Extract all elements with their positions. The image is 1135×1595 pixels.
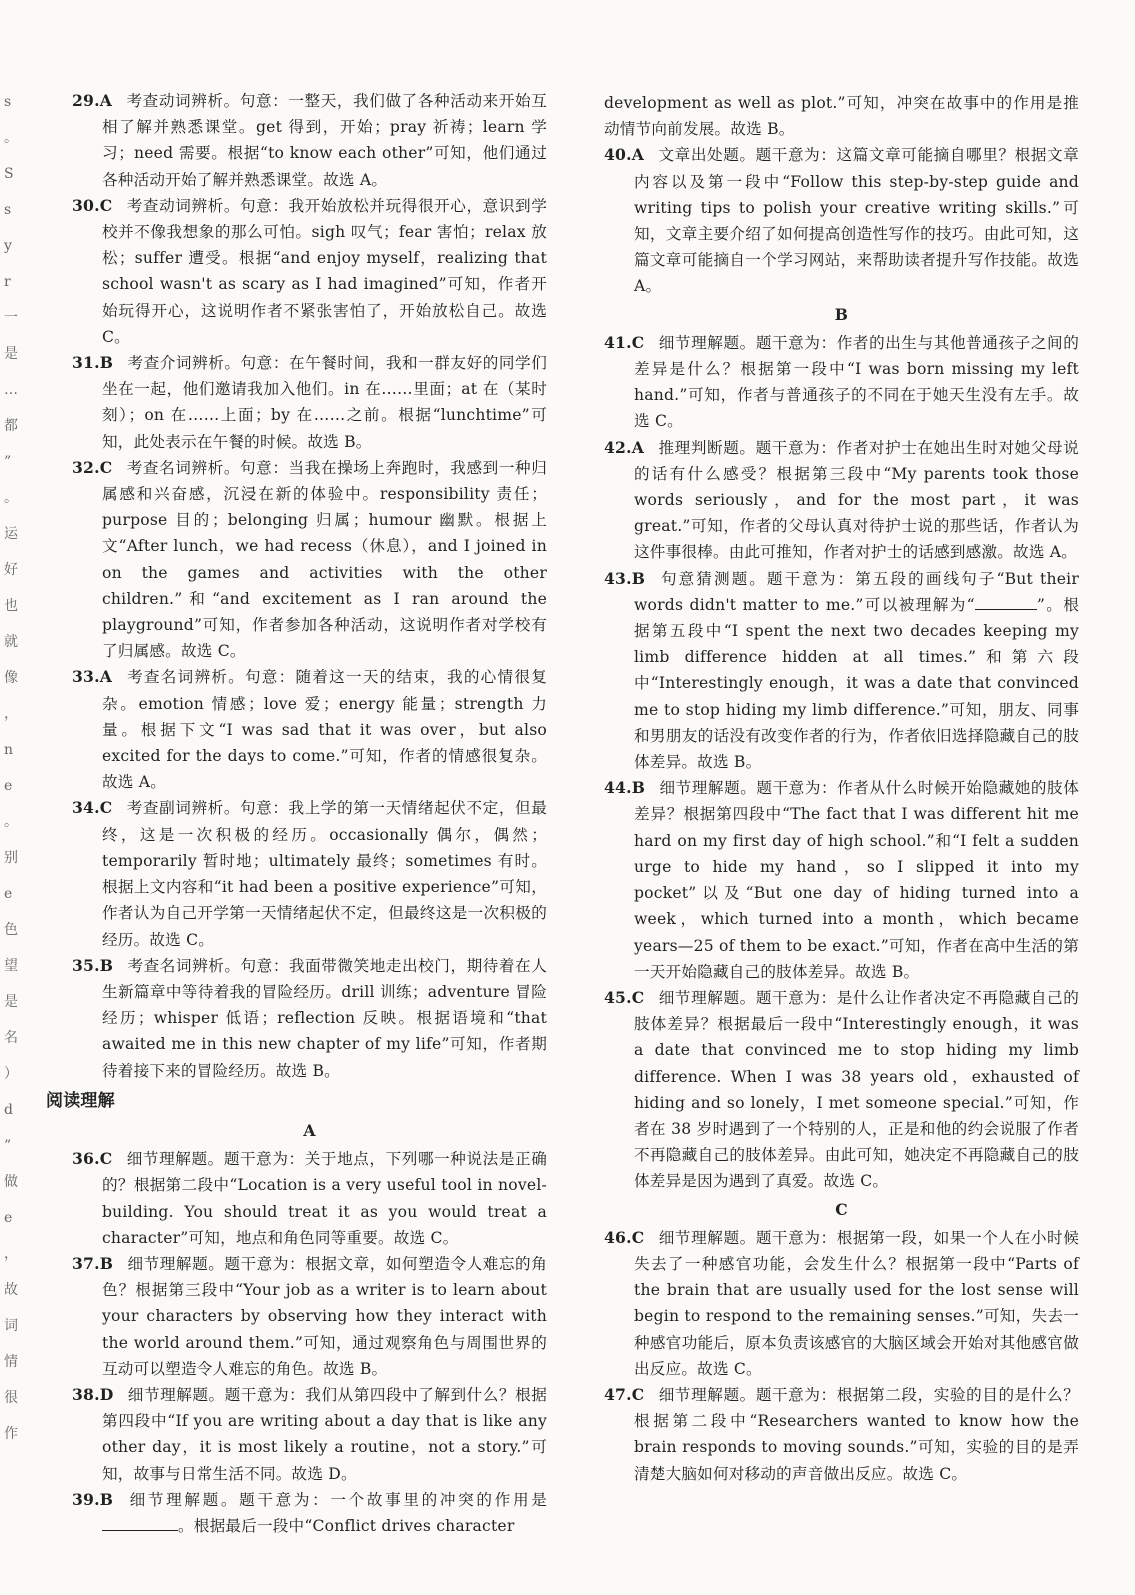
question-number: 34. xyxy=(72,798,100,818)
margin-fragment: 情 xyxy=(4,1354,18,1370)
margin-fragment: 是 xyxy=(4,346,18,362)
answer-letter: C xyxy=(99,457,113,477)
part-c-heading: C xyxy=(835,1199,848,1219)
margin-fragment: 故 xyxy=(4,1282,18,1298)
answer-letter: C xyxy=(99,1149,113,1169)
explanation-text: 考查介词辨析。句意：在午餐时间，我和一群友好的同学们坐在一起，他们邀请我加入他们。in 在……里面；at 在（某时刻）；on 在……上面；by 在……之前。根据“lunchtime”可知，此处表示在午餐的时候。故选 B。 xyxy=(102,354,547,451)
answer-blank xyxy=(102,1516,178,1531)
answer-item-44 xyxy=(604,775,1079,985)
question-number: 38. xyxy=(72,1384,100,1404)
explanation-text: 细节理解题。题干意为：关于地点，下列哪一种说法是正确的？根据第二段中“Location is a very useful tool in novel-building. You should treat it as you would treat a character”可知，地点和角色同等重要。故选 C。 xyxy=(102,1150,547,1247)
explanation-text: 考查动词辨析。句意：一整天，我们做了各种活动来开始互相了解并熟悉课堂。get 得到，开始；pray 祈祷；learn 学习；need 需要。根据“to know each other”可知，他们通过各种活动开始了解并熟悉课堂。故选 A。 xyxy=(102,92,547,189)
left-margin-fragments xyxy=(0,95,26,1475)
question-number: 46. xyxy=(604,1227,632,1247)
question-number: 31. xyxy=(72,353,100,373)
part-b-heading: B xyxy=(834,304,849,324)
margin-fragment: 别 xyxy=(4,850,18,866)
answer-item-41 xyxy=(604,330,1079,435)
margin-fragment: 。 xyxy=(4,490,18,506)
answer-item-34 xyxy=(72,795,547,952)
question-number: 42. xyxy=(604,437,632,457)
answer-letter: C xyxy=(99,195,113,215)
answer-item-46 xyxy=(604,1225,1079,1382)
margin-fragment: s xyxy=(4,95,12,110)
question-number: 32. xyxy=(72,457,100,477)
question-number: 41. xyxy=(604,332,632,352)
answer-item-35 xyxy=(72,953,547,1084)
margin-fragment: ” xyxy=(4,454,12,470)
answer-item-31 xyxy=(72,350,547,455)
explanation-text: 细节理解题。题干意为：我们从第四段中了解到什么？根据第四段中“If you are writing about a day that is like any other day，it is most likely a routine，not a story.”可知，故事与日常生活不同。故选 D。 xyxy=(102,1385,547,1483)
explanation-text: 考查名词辨析。句意：我面带微笑地走出校门，期待着在人生新篇章中等待着我的冒险经历。drill 训练；adventure 冒险经历；whisper 低语；reflection 反映。根据语境和“that awaited me in this new chapter of my life”可知，作者期待着接下来的冒险经历。故选 B。 xyxy=(102,956,547,1080)
explanation-text: 细节理解题。题干意为：根据第二段，实验的目的是什么？根据第二段中“Researchers wanted to know how the brain responds to moving sounds.”可知，实验的目的是弄清楚大脑如何对移动的声音做出反应。故选 C。 xyxy=(634,1385,1079,1483)
margin-fragment: y xyxy=(4,238,12,254)
answer-letter: A xyxy=(631,145,645,165)
answer-letter: C xyxy=(631,1227,645,1247)
question-number: 30. xyxy=(72,195,100,215)
margin-fragment: 是 xyxy=(4,994,18,1010)
margin-fragment: 很 xyxy=(4,1390,18,1406)
question-number: 35. xyxy=(72,955,100,975)
answer-letter: A xyxy=(99,91,113,110)
question-number: 44. xyxy=(604,778,632,798)
margin-fragment: 望 xyxy=(4,958,18,974)
explanation-text: 细节理解题。题干意为：根据文章，如何塑造令人难忘的角色？根据第三段中“Your job as a writer is to learn about your characters by observing how they interact with the world around them.”可知，通过观察角色与周围世界的互动可以塑造令人难忘的角色。故选 B。 xyxy=(102,1254,547,1378)
answer-letter: B xyxy=(99,353,114,373)
answer-item-38 xyxy=(72,1382,547,1487)
answer-letter: A xyxy=(99,667,113,687)
margin-fragment: ） xyxy=(4,1066,18,1082)
margin-fragment: e xyxy=(4,778,13,794)
margin-fragment: 做 xyxy=(4,1174,18,1190)
answer-letter: D xyxy=(99,1384,114,1404)
margin-fragment: d xyxy=(4,1102,13,1118)
answer-item-32 xyxy=(72,455,547,665)
answer-item-37 xyxy=(72,1251,547,1382)
margin-fragment: ， xyxy=(4,1246,18,1262)
question-number: 37. xyxy=(72,1253,100,1273)
left-column xyxy=(46,88,547,1539)
part-a-heading: A xyxy=(303,1120,316,1140)
answer-item-33 xyxy=(72,664,547,795)
question-number: 33. xyxy=(72,667,100,687)
margin-fragment: 像 xyxy=(4,670,18,686)
answer-item-30 xyxy=(72,193,547,350)
right-column xyxy=(604,90,1079,1487)
margin-fragment: ， xyxy=(4,706,18,722)
margin-fragment: s xyxy=(4,202,12,218)
answer-letter: C xyxy=(631,332,645,352)
explanation-text: 细节理解题。题干意为：是什么让作者决定不再隐藏自己的肢体差异？根据最后一段中“Interestingly enough，it was a date that convinced me to stop hiding my limb difference. When I was 38 years old，exhausted of hiding and so lonely，I met someone special.”可知，作者在 38 岁时遇到了一个特别的人，正是和他的约会说服了作者不再隐藏自己的肢体差异。由此可知，她决定不再隐藏自己的肢体差异是因为遇到了真爱。故选 C。 xyxy=(634,988,1079,1191)
question-number: 29. xyxy=(72,91,100,110)
answer-letter: A xyxy=(631,437,645,457)
margin-fragment: 都 xyxy=(4,418,18,434)
answer-item-40 xyxy=(604,142,1079,299)
margin-fragment: 就 xyxy=(4,634,18,650)
margin-fragment: 作 xyxy=(4,1426,18,1442)
explanation-text: 考查动词辨析。句意：我开始放松并玩得很开心，意识到学校并不像我想象的那么可怕。sigh 叹气；fear 害怕；relax 放松；suffer 遭受。根据“and enjoy myself，realizing that school wasn't as scary as I had imagined”可知，作者开始玩得开心，这说明作者不紧张害怕了，开始放松自己。故选 C。 xyxy=(102,196,547,346)
question-number: 40. xyxy=(604,145,632,165)
margin-fragment: … xyxy=(4,382,18,398)
answer-item-43: 43.B 句意猜测题。题干意为：第五段的画线句子“But their words didn't matter to me.”可以被理解为“ ”。根据第五段中“I spent the next two decades keeping my limb difference hidden at all times.”和第六段中“Interestingly enough，it was a date that convinced me to stop hiding my limb difference.”可知，朋友、同事和男朋友的话没有改变作者的行为，作者依旧选择隐藏自己的肢体差异。故选 B。 xyxy=(604,568,1079,772)
answer-item-42 xyxy=(604,435,1079,566)
margin-fragment: 色 xyxy=(4,922,18,938)
margin-fragment: e xyxy=(4,886,13,902)
explanation-text: 考查名词辨析。句意：随着这一天的结束，我的心情很复杂。emotion 情感；love 爱；energy 能量；strength 力量。根据下文“I was sad that it was over，but also excited for the days to come.”可知，作者的情感很复杂。故选 A。 xyxy=(102,668,547,792)
answer-item-45 xyxy=(604,985,1079,1195)
margin-fragment: 名 xyxy=(4,1030,18,1046)
explanation-text: 细节理解题。题干意为：根据第一段，如果一个人在小时候失去了一种感官功能，会发生什么？根据第一段中“Parts of the brain that are usually used for the lost sense will begin to respond to the remaining senses.”可知，失去一种感官功能后，原本负责该感官的大脑区域会开始对其他感官做出反应。故选 C。 xyxy=(634,1228,1079,1378)
margin-fragment: 一 xyxy=(4,310,18,326)
answer-letter: B xyxy=(99,955,114,975)
explanation-text: 考查名词辨析。句意：当我在操场上奔跑时，我感到一种归属感和兴奋感，沉浸在新的体验中。responsibility 责任；purpose 目的；belonging 归属；humour 幽默。根据上文“After lunch，we had recess（休息），and I joined in on the games and activities with the other children.”和“and excitement as I ran around the playground”可知，作者参加各种活动，这说明作者对学校有了归属感。故选 C。 xyxy=(102,458,547,661)
margin-fragment: 也 xyxy=(4,598,18,614)
margin-fragment: r xyxy=(4,274,11,290)
answer-letter: C xyxy=(99,798,113,818)
explanation-text: 细节理解题。题干意为：作者的出生与其他普通孩子之间的差异是什么？根据第一段中“I was born missing my left hand.”可知，作者与普通孩子的不同在于她天生没有左手。故选 C。 xyxy=(634,333,1079,431)
explanation-text: 推理判断题。题干意为：作者对护士在她出生时对她父母说的话有什么感受？根据第三段中“My parents took those words seriously，and for the most part，it was great.”可知，作者的父母认真对待护士说的那些话，作者认为这件事很棒。由此可推知，作者对护士的话感到感激。故选 A。 xyxy=(634,438,1079,562)
margin-fragment: 好 xyxy=(4,562,18,578)
question-number: 45. xyxy=(604,987,632,1007)
answer-39-continuation: development as well as plot.”可知，冲突在故事中的作用是推动情节向前发展。故选 B。 xyxy=(604,94,1079,139)
answer-item-36 xyxy=(72,1146,547,1251)
answer-letter: C xyxy=(631,987,645,1007)
answer-blank xyxy=(975,595,1037,610)
section-title-reading: 阅读理解 xyxy=(46,1090,115,1111)
question-number: 36. xyxy=(72,1149,100,1169)
answer-letter: C xyxy=(631,1384,645,1404)
margin-fragment: ” xyxy=(4,1138,12,1154)
answer-item-29 xyxy=(72,88,547,193)
question-number: 47. xyxy=(604,1384,632,1404)
margin-fragment: 。 xyxy=(4,814,18,830)
margin-fragment: e xyxy=(4,1210,13,1226)
explanation-text: 细节理解题。题干意为：作者从什么时候开始隐藏她的肢体差异？根据第四段中“The fact that I was different hit me hard on my first day of high school.”和“I felt a sudden urge to hide my hand，so I slipped it into my pocket”以及“But one day of hiding turned into a week，which turned into a month，which became years—25 of them to be exact.”可知，作者在高中生活的第一天开始隐藏自己的肢体差异。故选 B。 xyxy=(634,779,1079,981)
margin-fragment: n xyxy=(4,742,14,758)
margin-fragment: 运 xyxy=(4,526,18,542)
margin-fragment: S xyxy=(4,166,14,182)
answer-item-39: 39.B 细节理解题。题干意为：一个故事里的冲突的作用是。根据最后一段中“Conflict drives character xyxy=(72,1489,547,1535)
explanation-text: 文章出处题。题干意为：这篇文章可能摘自哪里？根据文章内容以及第一段中“Follow this step-by-step guide and writing tips to polish your creative writing skills.”可知，文章主要介绍了如何提高创造性写作的技巧。由此可知，这篇文章可能摘自一个学习网站，来帮助读者提升写作技能。故选 A。 xyxy=(634,146,1079,296)
answer-item-47 xyxy=(604,1382,1079,1487)
margin-fragment: 。 xyxy=(4,130,18,146)
answer-letter: B xyxy=(99,1253,114,1273)
answer-letter: B xyxy=(631,778,646,798)
explanation-text: 考查副词辨析。句意：我上学的第一天情绪起伏不定，但最终，这是一次积极的经历。occasionally 偶尔，偶然；temporarily 暂时地；ultimately 最终；sometimes 有时。根据上文内容和“it had been a positive experience”可知，作者认为自己开学第一天情绪起伏不定，但最终这是一次积极的经历。故选 C。 xyxy=(102,799,547,949)
margin-fragment: 词 xyxy=(4,1318,18,1334)
